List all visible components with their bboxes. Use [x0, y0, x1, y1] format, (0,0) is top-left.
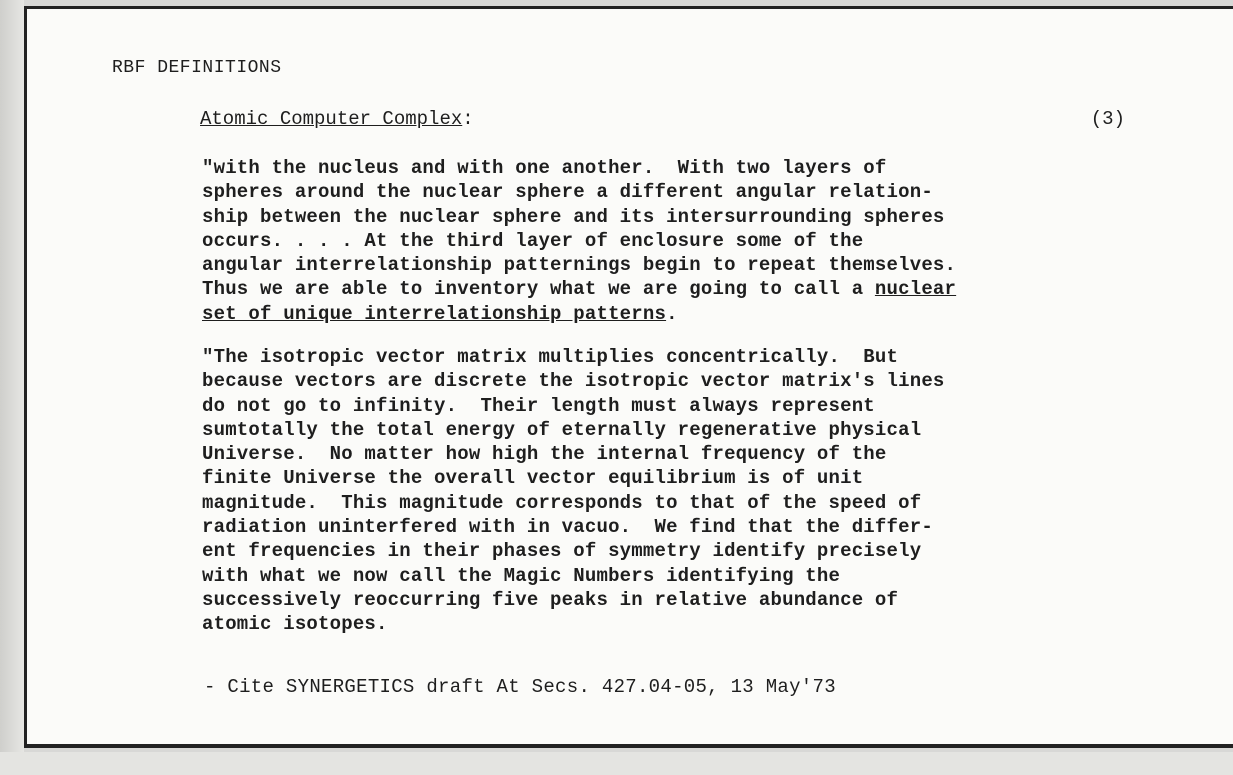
quote-paragraph-1 [202, 156, 1142, 326]
underlined-phrase: set of unique interrelationship patterns [202, 302, 667, 325]
paragraph-line: spheres around the nuclear sphere a different angular relation- [202, 181, 933, 204]
paragraph-line: "with the nucleus and with one another. With two layers of [202, 157, 887, 179]
paragraph-line: ship between the nuclear sphere and its intersurrounding spheres [202, 205, 945, 228]
paragraph-line: sumtotally the total energy of eternally regenerative physical [202, 418, 922, 441]
paragraph-line: occurs. . . . At the third layer of enclosure some of the [202, 229, 864, 252]
paragraph-line: Universe. No matter how high the internal frequency of the [202, 443, 887, 466]
page-bottom-margin [0, 752, 1233, 775]
card-header: RBF DEFINITIONS [112, 58, 282, 78]
underlined-term: nuclear [874, 278, 957, 301]
entry-title: Atomic Computer Complex [200, 108, 463, 130]
paragraph-line: do not go to infinity. Their length must always represent [202, 394, 875, 417]
paragraph-line: angular interrelationship patternings begin to repeat themselves. [202, 254, 957, 277]
paragraph-line: atomic isotopes. [202, 613, 388, 636]
citation: - Cite SYNERGETICS draft At Secs. 427.04-05, 13 May'73 [204, 676, 836, 698]
page-left-margin [0, 0, 24, 775]
page-number: (3) [1090, 108, 1125, 130]
paragraph-line: magnitude. This magnitude corresponds to that of the speed of [202, 491, 922, 514]
paragraph-line: successively reoccurring five peaks in relative abundance of [202, 588, 899, 611]
paragraph-line: with what we now call the Magic Numbers identifying the [202, 564, 841, 587]
paragraph-line: radiation uninterfered with in vacuo. We find that the differ- [202, 516, 933, 539]
title-row [200, 108, 1125, 130]
paragraph-line: finite Universe the overall vector equilibrium is of unit [202, 467, 864, 490]
paragraph-line: because vectors are discrete the isotropic vector matrix's lines [202, 370, 945, 393]
paragraph-line [202, 277, 1142, 301]
paragraph-line: "The isotropic vector matrix multiplies concentrically. But [202, 346, 899, 368]
paragraph-line: ent frequencies in their phases of symmetry identify precisely [202, 540, 922, 563]
paragraph-line [202, 302, 1142, 326]
line-end: . [666, 302, 678, 325]
quote-paragraph-2 [202, 345, 1142, 637]
line-text: Thus we are able to inventory what we are going to call a [202, 278, 875, 301]
title-colon: : [462, 108, 474, 130]
